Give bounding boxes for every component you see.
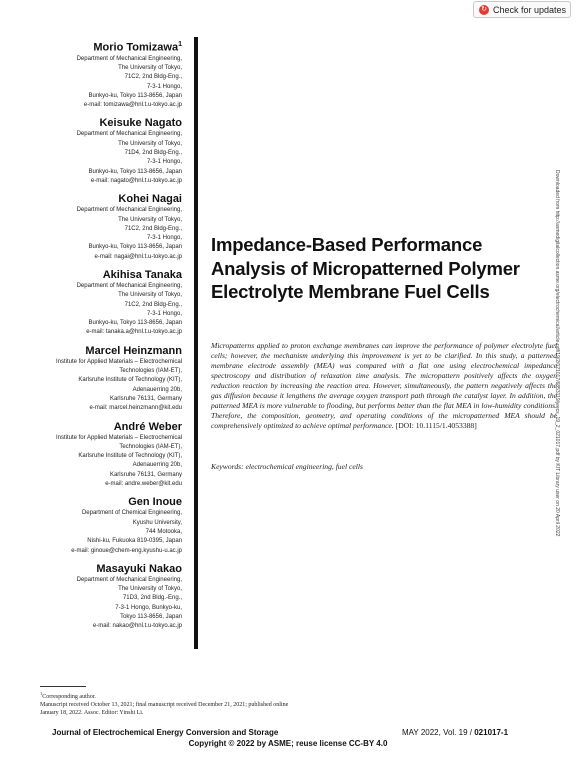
affiliation-line: The University of Tokyo,	[118, 292, 182, 299]
affiliation-line: 7-3-1 Hongo,	[146, 235, 182, 242]
affiliation-line: 7-3-1 Hongo,	[146, 83, 182, 90]
affiliation-line: Adenauerring 20b,	[132, 462, 182, 469]
author-block	[40, 495, 182, 555]
copyright-line: Copyright © 2022 by ASME; reuse license CC-BY 4.0	[188, 739, 388, 748]
author-name-text: Keisuke Nagato	[99, 117, 182, 130]
affiliation-line: 71C2, 2nd Bldg-Eng.,	[124, 225, 182, 232]
affiliation-line: Karlsruhe 76131, Germany	[109, 395, 182, 402]
author-email[interactable]: e-mail: tanaka.a@hnl.t.u-tokyo.ac.jp	[86, 329, 182, 336]
affiliation-line: 71D3, 2nd Bldg.-Eng.,	[122, 595, 182, 602]
check-for-updates-badge[interactable]	[473, 1, 571, 18]
author-email[interactable]: e-mail: nakao@hnl.t.u-tokyo.ac.jp	[92, 623, 182, 630]
check-for-updates-label: Check for updates	[493, 4, 567, 15]
author-name	[40, 562, 182, 576]
affiliation-line: Karlsruhe Institute of Technology (KIT),	[78, 453, 182, 460]
affiliation-line: Adenauerring 20b,	[132, 386, 182, 393]
issue-separator: /	[469, 728, 472, 737]
author-name	[40, 38, 182, 55]
affiliation-line: 71C2, 2nd Bldg-Eng.,	[124, 74, 182, 81]
affiliation-line: Bunkyo-ku, Tokyo 113-8656, Japan	[88, 92, 182, 99]
affiliation-line: Nishi-ku, Fukuoka 819-0395, Japan	[87, 538, 182, 545]
author-block	[40, 562, 182, 632]
author-list	[40, 38, 182, 638]
author-name	[40, 116, 182, 130]
keywords: Keywords: electrochemical engineering, fuel cells	[211, 462, 363, 471]
author-email[interactable]: e-mail: tomizawa@hnl.t.u-tokyo.ac.jp	[83, 102, 182, 109]
affiliation-line: Tokyo 113-8656, Japan	[120, 614, 182, 621]
affiliation-line: Department of Mechanical Engineering,	[76, 283, 182, 289]
affiliation-line: 71C2, 2nd Bldg-Eng.,	[124, 301, 182, 308]
footnote	[40, 690, 290, 718]
author-email[interactable]: e-mail: andre.weber@kit.edu	[105, 481, 182, 488]
affiliation-line: The University of Tokyo,	[118, 64, 182, 71]
author-name-text: Gen Inoue	[128, 496, 182, 509]
abstract-text: Micropatterns applied to proton exchange membranes can improve the performance of polymer electrolyte fuel cells; however, the mechanism underlying this improvement is yet to be clarified. In this study, a patterned membrane electrode assembly (MEA) was compared with a flat one using electrochemical impedance spectroscopy and distribution of relaxation time analysis. The micropattern positively affects the oxygen reduction reaction by increasing the reaction area. However, simultaneously, the pattern negatively affects the gas diffusion because it lengthens the average oxygen transport path through the catalyst layer. In addition, the patterned MEA is more vulnerable to flooding, but performs better than the flat MEA in low-humidity conditions. Therefore, the composition, geometry, and operating conditions of the micropatterned MEA should be comprehensively optimized to achieve optimal performance.	[211, 341, 557, 430]
author-name-text: Masayuki Nakao	[96, 562, 182, 575]
author-name	[40, 344, 182, 358]
article-number: 021017-1	[474, 728, 509, 737]
author-email[interactable]: e-mail: ginoue@chem-eng.kyushu-u.ac.jp	[71, 547, 182, 554]
author-name-text: Morio Tomizawa	[93, 41, 179, 54]
affiliation-line: The University of Tokyo,	[118, 586, 182, 593]
author-name-text: Kohei Nagai	[118, 193, 182, 206]
affiliation-line: Department of Chemical Engineering,	[81, 510, 182, 517]
doi[interactable]: [DOI: 10.1115/1.4053388]	[395, 420, 477, 430]
abstract	[211, 341, 557, 431]
download-note	[550, 170, 560, 590]
affiliation-line: The University of Tokyo,	[118, 216, 182, 223]
affiliation-line: Department of Mechanical Engineering,	[76, 131, 182, 138]
affiliation-line: 7-3-1 Hongo,	[146, 159, 182, 166]
affiliation-line: Technologies (IAM-ET),	[119, 443, 182, 450]
issue-info	[402, 728, 508, 737]
footnote-rule	[40, 686, 86, 687]
affiliation-line: Bunkyo-ku, Tokyo 113-8656, Japan	[88, 168, 182, 175]
affiliation-line: Technologies (IAM-ET),	[119, 368, 182, 375]
affiliation-line: Department of Mechanical Engineering,	[76, 576, 182, 583]
author-block	[40, 38, 182, 110]
affiliation-line: 7-3-1 Hongo, Bunkyo-ku,	[115, 604, 182, 611]
author-email[interactable]: e-mail: marcel.heinzmann@kit.edu	[89, 405, 182, 412]
affiliation-line: Bunkyo-ku, Tokyo 113-8656, Japan	[88, 320, 182, 327]
author-name	[40, 495, 182, 509]
author-block	[40, 268, 182, 338]
affiliation-line: 71D4, 2nd Bldg-Eng.,	[124, 150, 182, 157]
author-name-text: Marcel Heinzmann	[85, 344, 182, 357]
affiliation-line: Bunkyo-ku, Tokyo 113-8656, Japan	[88, 244, 182, 251]
affiliation-line: Karlsruhe Institute of Technology (KIT),	[78, 377, 182, 384]
affiliation-line: Institute for Applied Materials – Electrochemical	[55, 358, 182, 365]
author-email[interactable]: e-mail: nagai@hnl.t.u-tokyo.ac.jp	[94, 253, 182, 260]
author-name	[40, 268, 182, 282]
author-block	[40, 420, 182, 490]
affiliation-line: Institute for Applied Materials – Electrochemical	[55, 434, 182, 441]
affiliation-line: 7-3-1 Hongo,	[146, 310, 182, 317]
author-name	[40, 420, 182, 434]
affiliation-line: Kyushu University,	[132, 519, 182, 526]
corresponding-author-text: Corresponding author.	[42, 694, 96, 700]
corresponding-author-note	[40, 690, 290, 701]
author-block	[40, 344, 182, 414]
affiliation-line: 744 Motooka,	[145, 528, 182, 535]
affiliation-line: Department of Mechanical Engineering,	[76, 207, 182, 214]
affiliation-line: Department of Mechanical Engineering,	[76, 55, 182, 62]
issue-date: MAY 2022, Vol. 19	[402, 728, 468, 737]
author-name	[40, 192, 182, 206]
update-check-icon: ↻	[479, 5, 489, 15]
journal-name: Journal of Electrochemical Energy Conversion and Storage	[52, 728, 279, 737]
author-email[interactable]: e-mail: nagato@hnl.t.u-tokyo.ac.jp	[90, 177, 182, 184]
paper-title: Impedance-Based Performance Analysis of Micropatterned Polymer Electrolyte Membrane Fuel Cells	[211, 234, 520, 302]
author-block	[40, 192, 182, 262]
vertical-divider	[194, 37, 198, 649]
download-note-text: Downloaded from http://asmedigitalcollection.asme.org/electrochemical/article-pdf/19/2/021017/6853119/jeecs_19_2_021017.pdf by KIT Library user on 20 April 2022	[554, 170, 560, 537]
corresponding-author-mark: 1	[178, 41, 182, 48]
author-name-text: Akihisa Tanaka	[102, 269, 182, 281]
manuscript-history: Manuscript received October 13, 2021; final manuscript received December 21, 2021; published online January 18, 2022. Assoc. Editor: Yinshi Li.	[40, 702, 289, 717]
affiliation-line: Karlsruhe 76131, Germany	[109, 471, 182, 478]
affiliation-line: The University of Tokyo,	[118, 140, 182, 147]
author-name-text: André Weber	[113, 420, 182, 433]
author-block	[40, 116, 182, 186]
footnote-mark: 1	[40, 691, 43, 696]
